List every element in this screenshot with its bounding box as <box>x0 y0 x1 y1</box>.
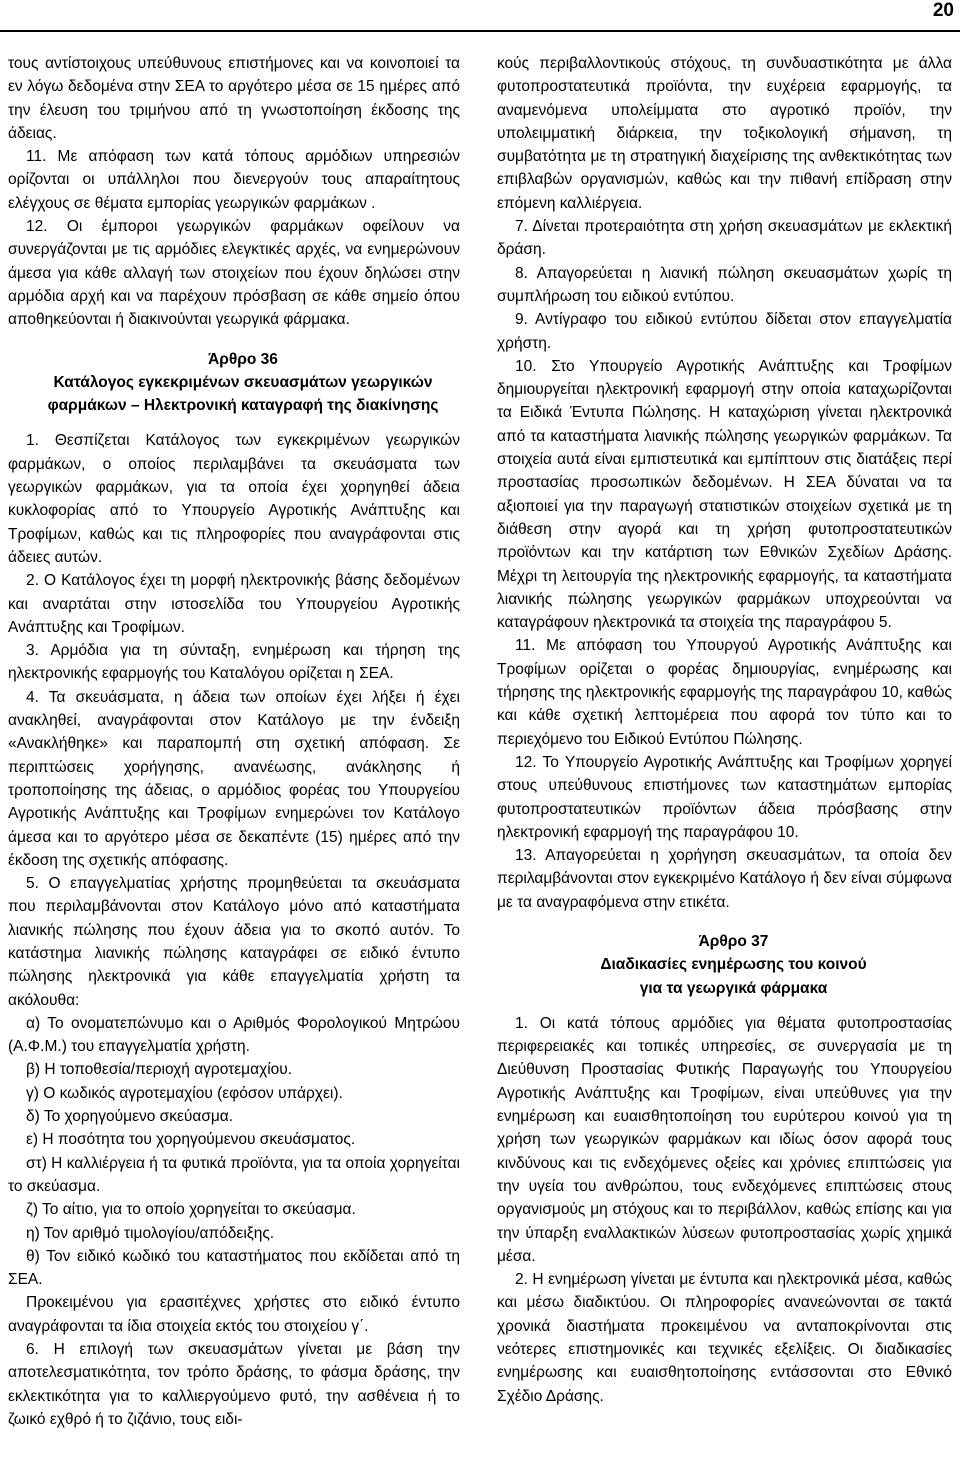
article-36-subtitle: Κατάλογος εγκεκριμένων σκευασμάτων γεωργικών <box>53 373 433 391</box>
paragraph: 11. Με απόφαση των κατά τόπους αρμόδιων υπηρεσιών ορίζονται οι υπάλληλοι που διενεργούν τους απαραίτητους ελέγχους σε θέματα εμπορίας γεωργικών φαρμάκων . <box>8 148 460 212</box>
list-item: η) Τον αριθμό τιμολογίου/απόδειξης. <box>26 1224 275 1242</box>
paragraph: 3. Αρμόδια για τη σύνταξη, ενημέρωση και τήρηση της ηλεκτρονικής εφαρμογής του Καταλόγου ορίζεται η ΣΕΑ. <box>8 642 460 683</box>
article-36-subtitle: φαρμάκων – Ηλεκτρονική καταγραφή της διακίνησης <box>47 397 439 415</box>
list-item: ζ) Το αίτιο, για το οποίο χορηγείται το σκεύασμα. <box>26 1201 356 1219</box>
article-36-title: Άρθρο 36 <box>208 350 278 368</box>
paragraph: κούς περιβαλλοντικούς στόχους, τη συνδυαστικότητα με άλλα φυτοπροστατευτικά προϊόντα, την ευχέρεια εφαρμογής, τα αναμενόμενα υπολείμματα στο αγροτικό προϊόν, την υπολειμματική διάρκεια, την τοξικολογική σήμανση, τη συμβατότητα με τη στρατηγική διαχείρισης της ανθεκτικότητας των επιβλαβών οργανισμών, καθώς και την πιθανή επίδραση στην επόμενη καλλιέργεια. <box>497 55 952 212</box>
paragraph: 11. Με απόφαση του Υπουργού Αγροτικής Ανάπτυξης και Τροφίμων ορίζεται ο φορέας δημιουργίας, ενημέρωσης και τήρησης της ηλεκτρονικής εφαρμογής της παραγράφου 10, καθώς και κάθε σχετική λεπτομέρεια που αφορά τον τύπο και το περιεχόμενο του Ειδικού Εντύπου Πώλησης. <box>497 637 952 748</box>
paragraph: Προκειμένου για ερασιτέχνες χρήστες στο ειδικό έντυπο αναγράφονται τα ίδια στοιχεία εκτός του στοιχείου γ΄. <box>8 1294 460 1335</box>
paragraph: τους αντίστοιχους υπεύθυνους επιστήμονες και να κοινοποιεί τα εν λόγω δεδομένα στην ΣΕΑ το αργότερο μέσα σε 15 ημέρες από την έλευση του τριμήνου από τη γνωστοποίηση έκδοσης της άδειας. <box>8 55 460 142</box>
paragraph: 10. Στο Υπουργείο Αγροτικής Ανάπτυξης και Τροφίμων δημιουργείται ηλεκτρονική εφαρμογή στην οποία καταχωρίζονται τα Ειδικά Έντυπα Πώλησης. Η καταχώριση γίνεται ηλεκτρονικά από τα καταστήματα λιανικής πώλησης γεωργικών φαρμάκων. Τα στοιχεία αυτά είναι εμπιστευτικά και εμπίπτουν στις διατάξεις περί προστασίας προσωπικών δεδομένων. Η ΣΕΑ δύναται να τα αξιοποιεί για την παραγωγή στατιστικών στοιχείων σχετικά με τη διάθεση στην αγορά και τη χρήση φυτοπροστατευτικών προϊόντων και την κατάρτιση των Εθνικών Σχεδίων Δράσης. Μέχρι τη λειτουργία της ηλεκτρονικής εφαρμογής, τα καταστήματα λιανικής πώλησης γεωργικών φαρμάκων υποχρεούνται να καταγράφουν ηλεκτρονικά τα στοιχεία της παραγράφου 5. <box>497 357 952 632</box>
article-37-title: Άρθρο 37 <box>698 932 769 950</box>
spacer <box>8 332 460 348</box>
list-item: θ) Τον ειδικό κωδικό του καταστήματος που εκδίδεται από τη ΣΕΑ. <box>8 1247 460 1289</box>
paragraph: 12. Οι έμποροι γεωργικών φαρμάκων οφείλουν να συνεργάζονται με τις αρμόδιες ελεγκτικές αρχές, να ενημερώνουν άμεσα για κάθε αλλαγή των στοιχείων που έχουν δηλώσει στην αρμόδια αρχή και να παρέχουν πρόσβαση σε κάθε σημείο όπου αποθηκεύονται ή διακινούνται γεωργικά φάρμακα. <box>8 218 460 329</box>
article-37-subtitle: για τα γεωργικά φάρμακα <box>639 979 828 997</box>
header-rule <box>0 30 960 32</box>
paragraph: 6. Η επιλογή των σκευασμάτων γίνεται με βάση την αποτελεσματικότητα, τον τρόπο δράσης, το φάσμα δράσης, την εκλεκτικότητα για το καλλιεργούμενο φυτό, την ασθένεια ή το ζωικό εχθρό ή το ζιζάνιο, τους ειδι- <box>8 1341 460 1428</box>
paragraph: 5. Ο επαγγελματίας χρήστης προμηθεύεται τα σκευάσματα που περιλαμβάνονται στον Κατάλογο μόνο από καταστήματα λιανικής πώλησης που έχουν άδεια για το σκοπό αυτόν. Το κατάστημα λιανικής πώλησης καταγράφει σε ειδικό έντυπο πώλησης ηλεκτρονικά για κάθε επαγγελματία χρήστη τα ακόλουθα: <box>8 875 460 1009</box>
spacer <box>497 914 952 930</box>
paragraph: 2. Ο Κατάλογος έχει τη μορφή ηλεκτρονικής βάσης δεδομένων και αναρτάται στην ιστοσελίδα του Υπουργείου Αγροτικής Ανάπτυξης και Τροφίμων. <box>8 572 460 636</box>
list-item: δ) Το χορηγούμενο σκεύασμα. <box>26 1108 234 1126</box>
list-item: στ) Η καλλιέργεια ή τα φυτικά προϊόντα, για τα οποία χορηγείται το σκεύασμα. <box>8 1154 460 1195</box>
paragraph: 7. Δίνεται προτεραιότητα στη χρήση σκευασμάτων με εκλεκτική δράση. <box>497 218 952 259</box>
right-column <box>497 52 952 1408</box>
list-item: α) Το ονοματεπώνυμο και ο Αριθμός Φορολογικού Μητρώου (Α.Φ.Μ.) του επαγγελματία χρήστη. <box>8 1014 460 1056</box>
list-item: β) Η τοποθεσία/περιοχή αγροτεμαχίου. <box>26 1061 293 1079</box>
page-number: 20 <box>932 0 954 21</box>
paragraph: 12. Το Υπουργείο Αγροτικής Ανάπτυξης και Τροφίμων χορηγεί στους υπεύθυνους επιστήμονες των καταστημάτων εμπορίας φυτοπροστατευτικών προϊόντων άδεια πρόσβασης στην ηλεκτρονική εφαρμογή της παραγράφου 10. <box>497 753 952 841</box>
article-37-subtitle: Διαδικασίες ενημέρωσης του κοινού <box>600 956 867 974</box>
paragraph: 1. Οι κατά τόπους αρμόδιες για θέματα φυτοπροστασίας περιφερειακές και τοπικές υπηρεσίες, σε συνεργασία με τη Διεύθυνση Προστασίας Φυτικής Παραγωγής του Υπουργείου Αγροτικής Ανάπτυξης και Τροφίμων, είναι υπεύθυνες για την ενημέρωση και ευαισθητοποίηση του ευρύτερου κοινού για τη χρήση των γεωργικών φαρμάκων και ιδίως όσον αφορά τους κινδύνους και τις ενδεχόμενες οξείες και χρόνιες επιπτώσεις για την υγεία του ανθρώπου, τους ενδεχόμενες επιπτώσεις στους οργανισμούς μη στόχους και το περιβάλλον, καθώς επίσης και για την ύπαρξη εναλλακτικών λύσεων φυτοπροστασίας χωρίς χημικά μέσα. <box>497 1014 952 1265</box>
paragraph: 8. Απαγορεύεται η λιανική πώληση σκευασμάτων χωρίς τη συμπλήρωση του ειδικού εντύπου. <box>497 264 952 305</box>
paragraph: 4. Τα σκευάσματα, η άδεια των οποίων έχει λήξει ή έχει ανακληθεί, αναγράφονται στον Κατάλογο με την ένδειξη «Ανακλήθηκε» και παραπομπή στη σχετική απόφαση. Σε περιπτώσεις χορήγησης, ανανέωσης, ανάκλησης ή τροποποίησης της άδειας, ο αρμόδιος φορέας του Υπουργείου Αγροτικής Ανάπτυξης και Τροφίμων ενημερώνει τον Κατάλογο άμεσα και το αργότερο μέσα σε δεκαπέντε (15) ημέρες από την έκδοση της σχετικής απόφασης. <box>8 688 460 869</box>
paragraph: 9. Αντίγραφο του ειδικού εντύπου δίδεται στον επαγγελματία χρήστη. <box>497 311 952 352</box>
list-item: γ) Ο κωδικός αγροτεμαχίου (εφόσον υπάρχει). <box>26 1084 343 1102</box>
paragraph: 2. Η ενημέρωση γίνεται με έντυπα και ηλεκτρονικά μέσα, καθώς και μέσω διαδικτύου. Οι πληροφορίες ανανεώνονται σε τακτά χρονικά διαστήματα προκειμένου να ανταποκρίνονται στις νεότερες επιστημονικές και τεχνικές εξελίξεις. Οι διαδικασίες ενημέρωσης και ευαισθητοποίησης εντάσσονται στο Εθνικό Σχέδιο Δράσης. <box>497 1271 952 1405</box>
spacer <box>8 417 460 429</box>
left-column <box>8 52 460 1431</box>
paragraph: 13. Απαγορεύεται η χορήγηση σκευασμάτων, τα οποία δεν περιλαμβάνονται στον εγκεκριμένο Κατάλογο ή δεν είναι σύμφωνα με τα αναγραφόμενα στην ετικέτα. <box>497 847 952 911</box>
list-item: ε) Η ποσότητα του χορηγούμενου σκευάσματος. <box>26 1131 356 1149</box>
spacer <box>497 1000 952 1012</box>
paragraph: 1. Θεσπίζεται Κατάλογος των εγκεκριμένων γεωργικών φαρμάκων, ο οποίος περιλαμβάνει τα σκευάσματα των γεωργικών φαρμάκων, για τα οποία έχει χορηγηθεί άδεια κυκλοφορίας από το Υπουργείο Αγροτικής Ανάπτυξης και Τροφίμων, καθώς και τις πληροφορίες που αναγράφονται στις άδειες αυτών. <box>8 432 460 566</box>
